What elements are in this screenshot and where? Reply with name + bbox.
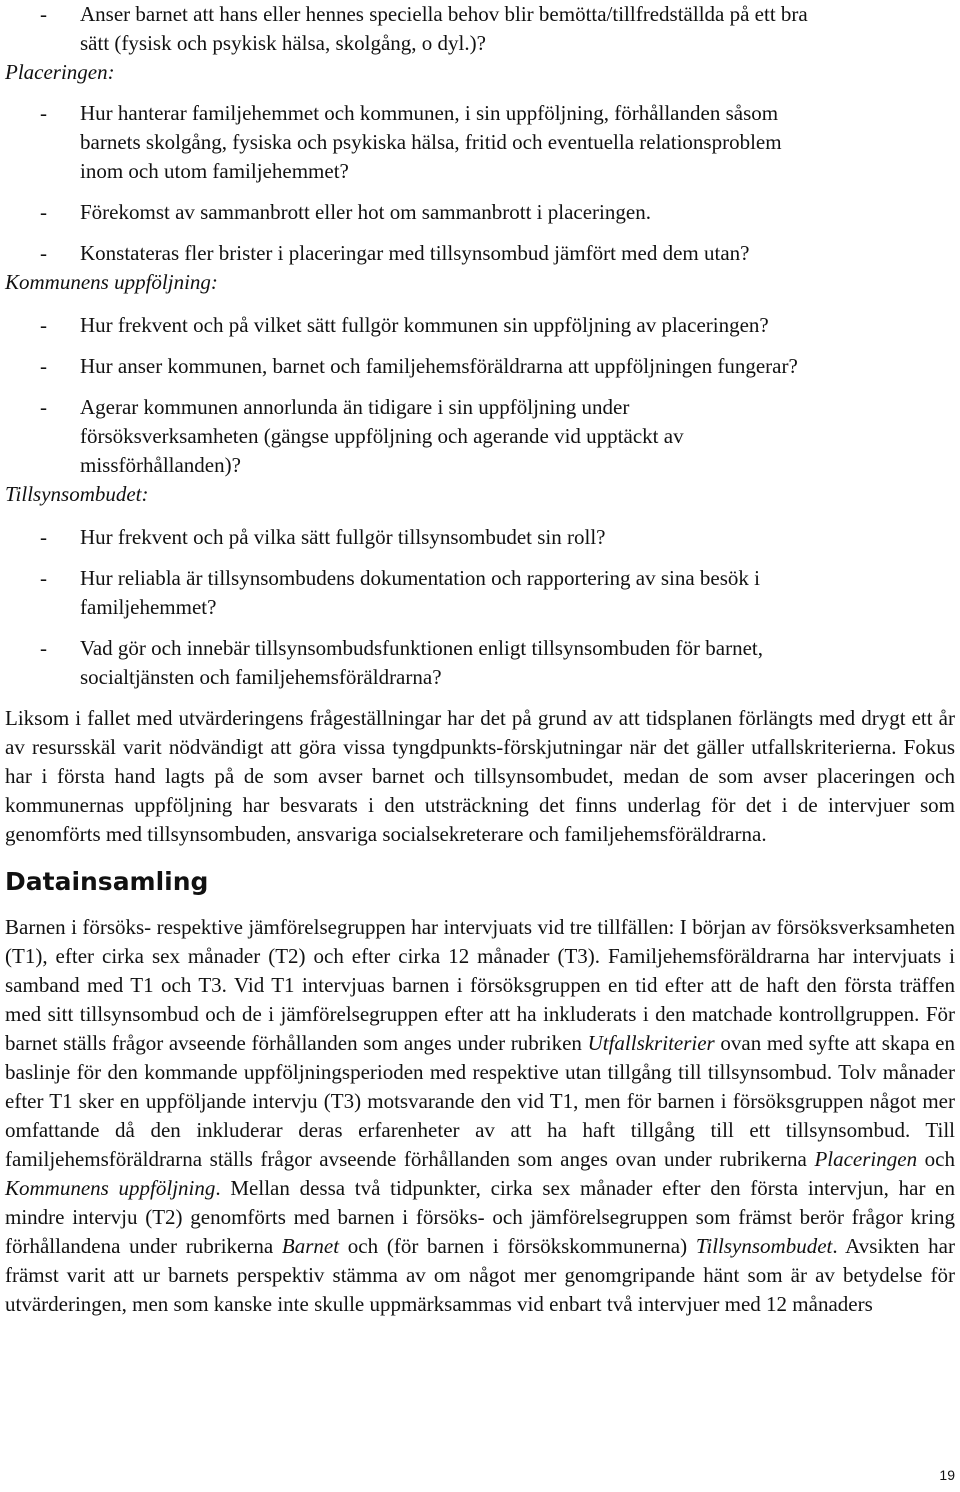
list-item-line: Hur frekvent och på vilket sätt fullgör kommunen sin uppföljning av placeringen? — [80, 313, 769, 337]
list-item-line: familjehemmet? — [80, 595, 217, 619]
list-item: - Agerar kommunen annorlunda än tidigare i sin uppföljning under försöksverksamheten (gängse uppföljning och agerande vid upptäckt av missförhållanden)? — [5, 393, 955, 480]
list-item: - Hur anser kommunen, barnet och familjehemsföräldrarna att uppföljningen fungerar? — [5, 352, 955, 381]
list-item: - Hur frekvent och på vilka sätt fullgör tillsynsombudet sin roll? — [5, 523, 955, 552]
list-item-line: Hur frekvent och på vilka sätt fullgör tillsynsombudet sin roll? — [80, 525, 606, 549]
document-page — [5, 0, 955, 1319]
list-dash: - — [40, 2, 47, 26]
list-item-line: försöksverksamheten (gängse uppföljning och agerande vid upptäckt av — [80, 424, 684, 448]
italic-term: Tillsynsombudet — [695, 1234, 833, 1258]
list-item-line: barnets skolgång, fysiska och psykiska hälsa, fritid och eventuella relationsproblem — [80, 130, 782, 154]
list-item: - Förekomst av sammanbrott eller hot om sammanbrott i placeringen. — [5, 198, 955, 227]
section-heading-tillsynsombudet: Tillsynsombudet: — [5, 482, 149, 506]
list-item-line: missförhållanden)? — [80, 453, 241, 477]
list-item: - Vad gör och innebär tillsynsombudsfunktionen enligt tillsynsombuden för barnet, socialtjänsten och familjehemsföräldrarna? — [5, 634, 955, 692]
list-item: - Hur frekvent och på vilket sätt fullgör kommunen sin uppföljning av placeringen? — [5, 311, 955, 340]
page-number: 19 — [939, 1467, 955, 1483]
list-item-line: inom och utom familjehemmet? — [80, 159, 349, 183]
list-item-line: Agerar kommunen annorlunda än tidigare i sin uppföljning under — [80, 395, 630, 419]
section-heading-datainsamling: Datainsamling — [5, 867, 209, 896]
list-item-line: Förekomst av sammanbrott eller hot om sammanbrott i placeringen. — [80, 200, 651, 224]
list-item-line: socialtjänsten och familjehemsföräldrarna? — [80, 665, 442, 689]
section-heading-kommunens-uppfoljning: Kommunens uppföljning: — [5, 270, 218, 294]
intro-list-item — [5, 0, 955, 58]
body-paragraph: Liksom i fallet med utvärderingens frågeställningar har det på grund av att tidsplanen förlängts med drygt ett år av resursskäl varit nödvändigt att göra vissa tyngdpunkts-förskjutningar när det gäller utfallskriterierna. Fokus har i första hand lagts på de som avser barnet och tillsynsombudet, medan de som avser placeringen och kommunernas uppföljning har besvarats i den utsträckning det finns underlag för det i de intervjuer som genomförts med tillsynsombuden, ansvariga socialsekreterare och familjehemsföräldrarna. — [5, 706, 955, 846]
list-item-line: Hur anser kommunen, barnet och familjehemsföräldrarna att uppföljningen fungerar? — [80, 354, 798, 378]
italic-term: Barnet — [281, 1234, 340, 1258]
list-item: - Hur hanterar familjehemmet och kommunen, i sin uppföljning, förhållanden såsom barnets skolgång, fysiska och psykiska hälsa, fritid och eventuella relationsproblem inom och utom familjehemmet? — [5, 99, 955, 186]
italic-term: Placeringen — [814, 1147, 918, 1171]
list-item-line: Hur reliabla är tillsynsombudens dokumentation och rapportering av sina besök i — [80, 566, 761, 590]
section-heading-placeringen: Placeringen: — [5, 60, 115, 84]
body-paragraph-datainsamling: Barnen i försöks- respektive jämförelsegruppen har intervjuats vid tre tillfällen: I början av försöksverksamheten (T1), efter cirka sex månader (T2) och efter cirka 12 månader (T3). Familjehemsföräldrarna har intervjuats i samband med T1 och T3. Vid T1 intervjuas barnen i försöksgruppen en tid efter att de haft den första träffen med sitt tillsynsombud och de i jämförelsegruppen efter att ha inkluderats i den matchade kontrollgruppen. För barnet ställs frågor avseende förhållanden som anges under rubriken Utfallskriterier ovan med syfte att skapa en baslinje för den kommande uppföljningsperioden med respektive utan tillgång till tillsynsombud. Tolv månader efter T1 sker en uppföljande intervju (T3) motsvarande den vid T1, men för barnen i försöksgruppen något mer omfattande då den inkluderar deras erfarenheter av att ha haft tillgång till ett tillsynsombud. Till familjehemsföräldrarna ställs frågor avseende förhållanden som anges ovan under rubrikerna Placeringen och Kommunens uppföljning. Mellan dessa två tidpunkter, cirka sex månader efter den första intervjun, har en mindre intervju (T2) genomförts med barnen i försöks- och jämförelsegruppen som främst berör frågor kring förhållandena under rubrikerna Barnet och (för barnen i försökskommunerna) Tillsynsombudet. Avsikten har främst varit att ur barnets perspektiv stämma av om något mer genomgripande hänt som är av betydelse för utvärderingen, men som kanske inte skulle uppmärksammas vid enbart två intervjuer med 12 månaders — [5, 915, 956, 1316]
list-item-line: Konstateras fler brister i placeringar med tillsynsombud jämfört med dem utan? — [80, 241, 750, 265]
italic-term: Kommunens uppföljning — [5, 1176, 216, 1200]
italic-term: Utfallskriterier — [587, 1031, 715, 1055]
list-item: - Hur reliabla är tillsynsombudens dokumentation och rapportering av sina besök i familjehemmet? — [5, 564, 955, 622]
list-item-line: sätt (fysisk och psykisk hälsa, skolgång, o dyl.)? — [80, 31, 486, 55]
list-item-line: Anser barnet att hans eller hennes speciella behov blir bemötta/tillfredställda på ett bra — [80, 2, 808, 26]
list-item: - Konstateras fler brister i placeringar med tillsynsombud jämfört med dem utan? — [5, 239, 955, 268]
list-item-line: Hur hanterar familjehemmet och kommunen, i sin uppföljning, förhållanden såsom — [80, 101, 779, 125]
list-item-line: Vad gör och innebär tillsynsombudsfunktionen enligt tillsynsombuden för barnet, — [80, 636, 763, 660]
